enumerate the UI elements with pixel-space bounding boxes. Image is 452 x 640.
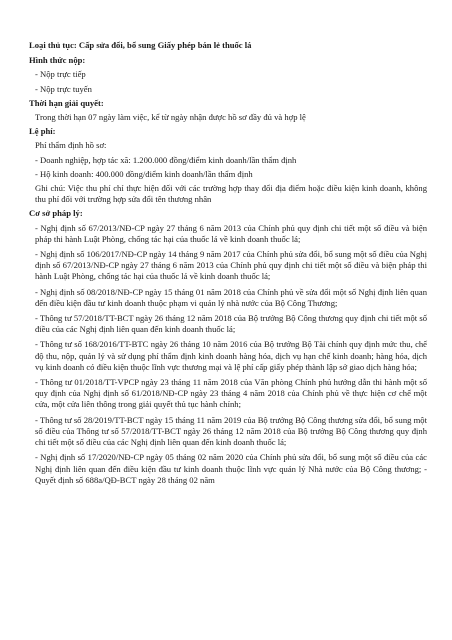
fee-line: Phí thẩm định hồ sơ: [35, 140, 107, 151]
legal-basis-heading: Cơ sở pháp lý: [29, 208, 83, 219]
fee-note: Ghi chú: Việc thu phí chỉ thực hiện đối với các trường hợp thay đổi địa điểm hoặc điều kiện kinh doanh, không thu phí đối với trường hợp sửa đổi tên thương nhân [35, 183, 427, 205]
submission-item: - Nộp trực tuyến [35, 83, 92, 94]
legal-item: - Nghị định số 67/2013/NĐ-CP ngày 27 tháng 6 năm 2013 của Chính phủ quy định chi tiết một số điều và biện pháp thi hành Luật Phòng, chống tác hại của thuốc lá về kinh doanh thuốc lá; [35, 222, 427, 244]
procedure-type-line: Loại thủ tục: Cấp sửa đổi, bổ sung Giấy phép bán lẻ thuốc lá [29, 40, 252, 50]
legal-item: - Thông tư 01/2018/TT-VPCP ngày 23 tháng 11 năm 2018 của Văn phòng Chính phủ hướng dẫn thi hành một số quy định của Nghị định số 61/2018/NĐ-CP ngày 23 tháng 4 năm 2018 của Chính phủ về thực hiện cơ chế một cửa, một cửa liên thông trong giải quyết thủ tục hành chính; [35, 377, 427, 410]
fees-heading: Lệ phí: [29, 126, 56, 137]
legal-item: - Thông tư số 168/2016/TT-BTC ngày 26 tháng 10 năm 2016 của Bộ trưởng Bộ Tài chính quy định mức thu, chế độ thu, nộp, quản lý và sử dụng phí thẩm định kinh doanh hàng hóa, dịch vụ hạn chế kinh doanh; hàng hóa, dịch vụ kinh doanh có điều kiện thuộc lĩnh vực thương mại và lệ phí cấp giấy phép thành lập sở giao dịch hàng hóa; [35, 339, 427, 372]
submission-item: - Nộp trực tiếp [35, 69, 86, 80]
document-page [29, 40, 427, 490]
legal-item: - Nghị định số 08/2018/NĐ-CP ngày 15 tháng 01 năm 2018 của Chính phủ về sửa đổi một số Nghị định liên quan đến điều kiện đầu tư kinh doanh thuộc phạm vi quản lý nhà nước của Bộ Công Thương; [35, 286, 427, 308]
section-deadline [29, 98, 427, 123]
legal-item: - Nghị định số 106/2017/NĐ-CP ngày 14 tháng 9 năm 2017 của Chính phủ sửa đổi, bổ sung một số điều của Nghị định số 67/2013/NĐ-CP ngày 27 tháng 6 năm 2013 của Chính phủ quy định chi tiết một số điều và biện pháp thi hành Luật Phòng, chống tác hại của thuốc lá về kinh doanh thuốc lá; [35, 249, 427, 282]
deadline-heading: Thời hạn giải quyết: [29, 97, 104, 108]
section-submission [29, 55, 427, 95]
section-legal-basis [29, 208, 427, 485]
submission-heading: Hình thức nộp: [29, 55, 86, 66]
deadline-text: Trong thời hạn 07 ngày làm việc, kể từ ngày nhận được hồ sơ đầy đủ và hợp lệ [35, 112, 306, 123]
fee-line: - Hộ kinh doanh: 400.000 đồng/điểm kinh doanh/lần thẩm định [35, 168, 253, 179]
legal-item: - Thông tư số 28/2019/TT-BCT ngày 15 tháng 11 năm 2019 của Bộ trưởng Bộ Công thương sửa đổi, bổ sung một số điều của Thông tư số 57/2018/TT-BCT ngày 26 tháng 12 năm 2018 của Bộ trưởng Bộ Công thương quy định chi tiết một số điều của các Nghị định liên quan đến kinh doanh thuốc lá; [35, 414, 427, 448]
legal-item: - Thông tư 57/2018/TT-BCT ngày 26 tháng 12 năm 2018 của Bộ trưởng Bộ Công thương quy định chi tiết một số điều của các Nghị định liên quan đến kinh doanh thuốc lá; [35, 313, 427, 335]
legal-item: - Nghị định số 17/2020/NĐ-CP ngày 05 tháng 02 năm 2020 của Chính phủ sửa đổi, bổ sung một số điều của các Nghị định liên quan đến điều kiện đầu tư kinh doanh thuộc lĩnh vực quản lý Nhà nước của Bộ Công thương; - Quyết định số 688a/QĐ-BCT ngày 28 tháng 02 năm [35, 452, 427, 485]
fee-line: - Doanh nghiệp, hợp tác xã: 1.200.000 đồng/điểm kinh doanh/lần thẩm định [35, 154, 297, 165]
section-fees [29, 126, 427, 205]
